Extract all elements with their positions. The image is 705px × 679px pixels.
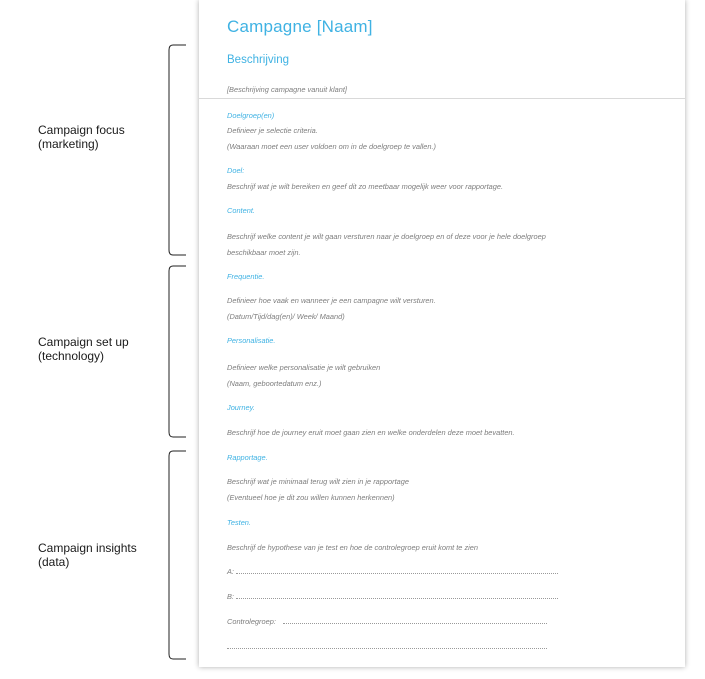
field-b-label: B: [227,592,234,601]
journey-heading: Journey. [227,403,255,412]
doel-heading: Doel: [227,166,245,175]
doelgroep-line2: (Waaraan moet een user voldoen om in de doelgroep te vallen.) [227,142,436,151]
description-heading: Beschrijving [227,54,289,66]
testen-heading: Testen. [227,518,251,527]
section-label-insights-sub: (data) [38,555,70,569]
field-control-label: Controlegroep: [227,617,276,626]
section-label-setup-title: Campaign set up [38,335,129,349]
frequentie-line1: Definieer hoe vaak en wanneer je een campagne wilt versturen. [227,296,436,305]
section-label-focus-sub: (marketing) [38,137,99,151]
frequentie-line2: (Datum/Tijd/dag(en)/ Week/ Maand) [227,312,345,321]
section-brackets [163,0,193,679]
bracket-focus [169,45,186,255]
bracket-setup [169,266,186,437]
section-label-setup-sub: (technology) [38,349,105,363]
doel-line1: Beschrijf wat je wilt bereiken en geef dit zo meetbaar mogelijk weer voor rapportage. [227,182,504,191]
content-line2: beschikbaar moet zijn. [227,248,301,257]
header-separator [199,98,685,99]
section-label-insights [38,541,137,569]
field-a-line[interactable] [236,573,558,574]
frequentie-heading: Frequentie. [227,272,265,281]
campaign-title: Campagne [Naam] [227,17,373,36]
personalisatie-line2: (Naam, geboortedatum enz.) [227,379,322,388]
section-label-focus [38,123,125,151]
section-label-insights-title: Campaign insights [38,541,137,555]
intro-text: [Beschrijving campagne vanuit klant] [227,85,347,94]
section-label-setup [38,335,129,363]
document-page [199,0,685,667]
testen-line1: Beschrijf de hypothese van je test en hoe de controlegroep eruit komt te zien [227,543,479,552]
journey-line1: Beschrijf hoe de journey eruit moet gaan zien en welke onderdelen deze moet bevatten. [227,428,515,437]
content-heading: Content. [227,206,255,215]
rapportage-heading: Rapportage. [227,453,268,462]
field-control-line[interactable] [283,623,547,624]
personalisatie-line1: Definieer welke personalisatie je wilt gebruiken [227,363,381,372]
personalisatie-heading: Personalisatie. [227,336,276,345]
rapportage-line2: (Eventueel hoe je dit zou willen kunnen herkennen) [227,493,395,502]
doelgroep-heading: Doelgroep(en) [227,111,275,120]
bracket-insights [169,451,186,659]
content-line1: Beschrijf welke content je wilt gaan versturen naar je doelgroep en of deze voor je hele doelgroep [227,232,546,241]
field-extra-line[interactable] [227,648,547,649]
doelgroep-line1: Definieer je selectie criteria. [227,126,318,135]
field-b-line[interactable] [236,598,558,599]
field-a-label: A: [227,567,234,576]
rapportage-line1: Beschrijf wat je minimaal terug wilt zien in je rapportage [227,477,409,486]
section-label-focus-title: Campaign focus [38,123,125,137]
